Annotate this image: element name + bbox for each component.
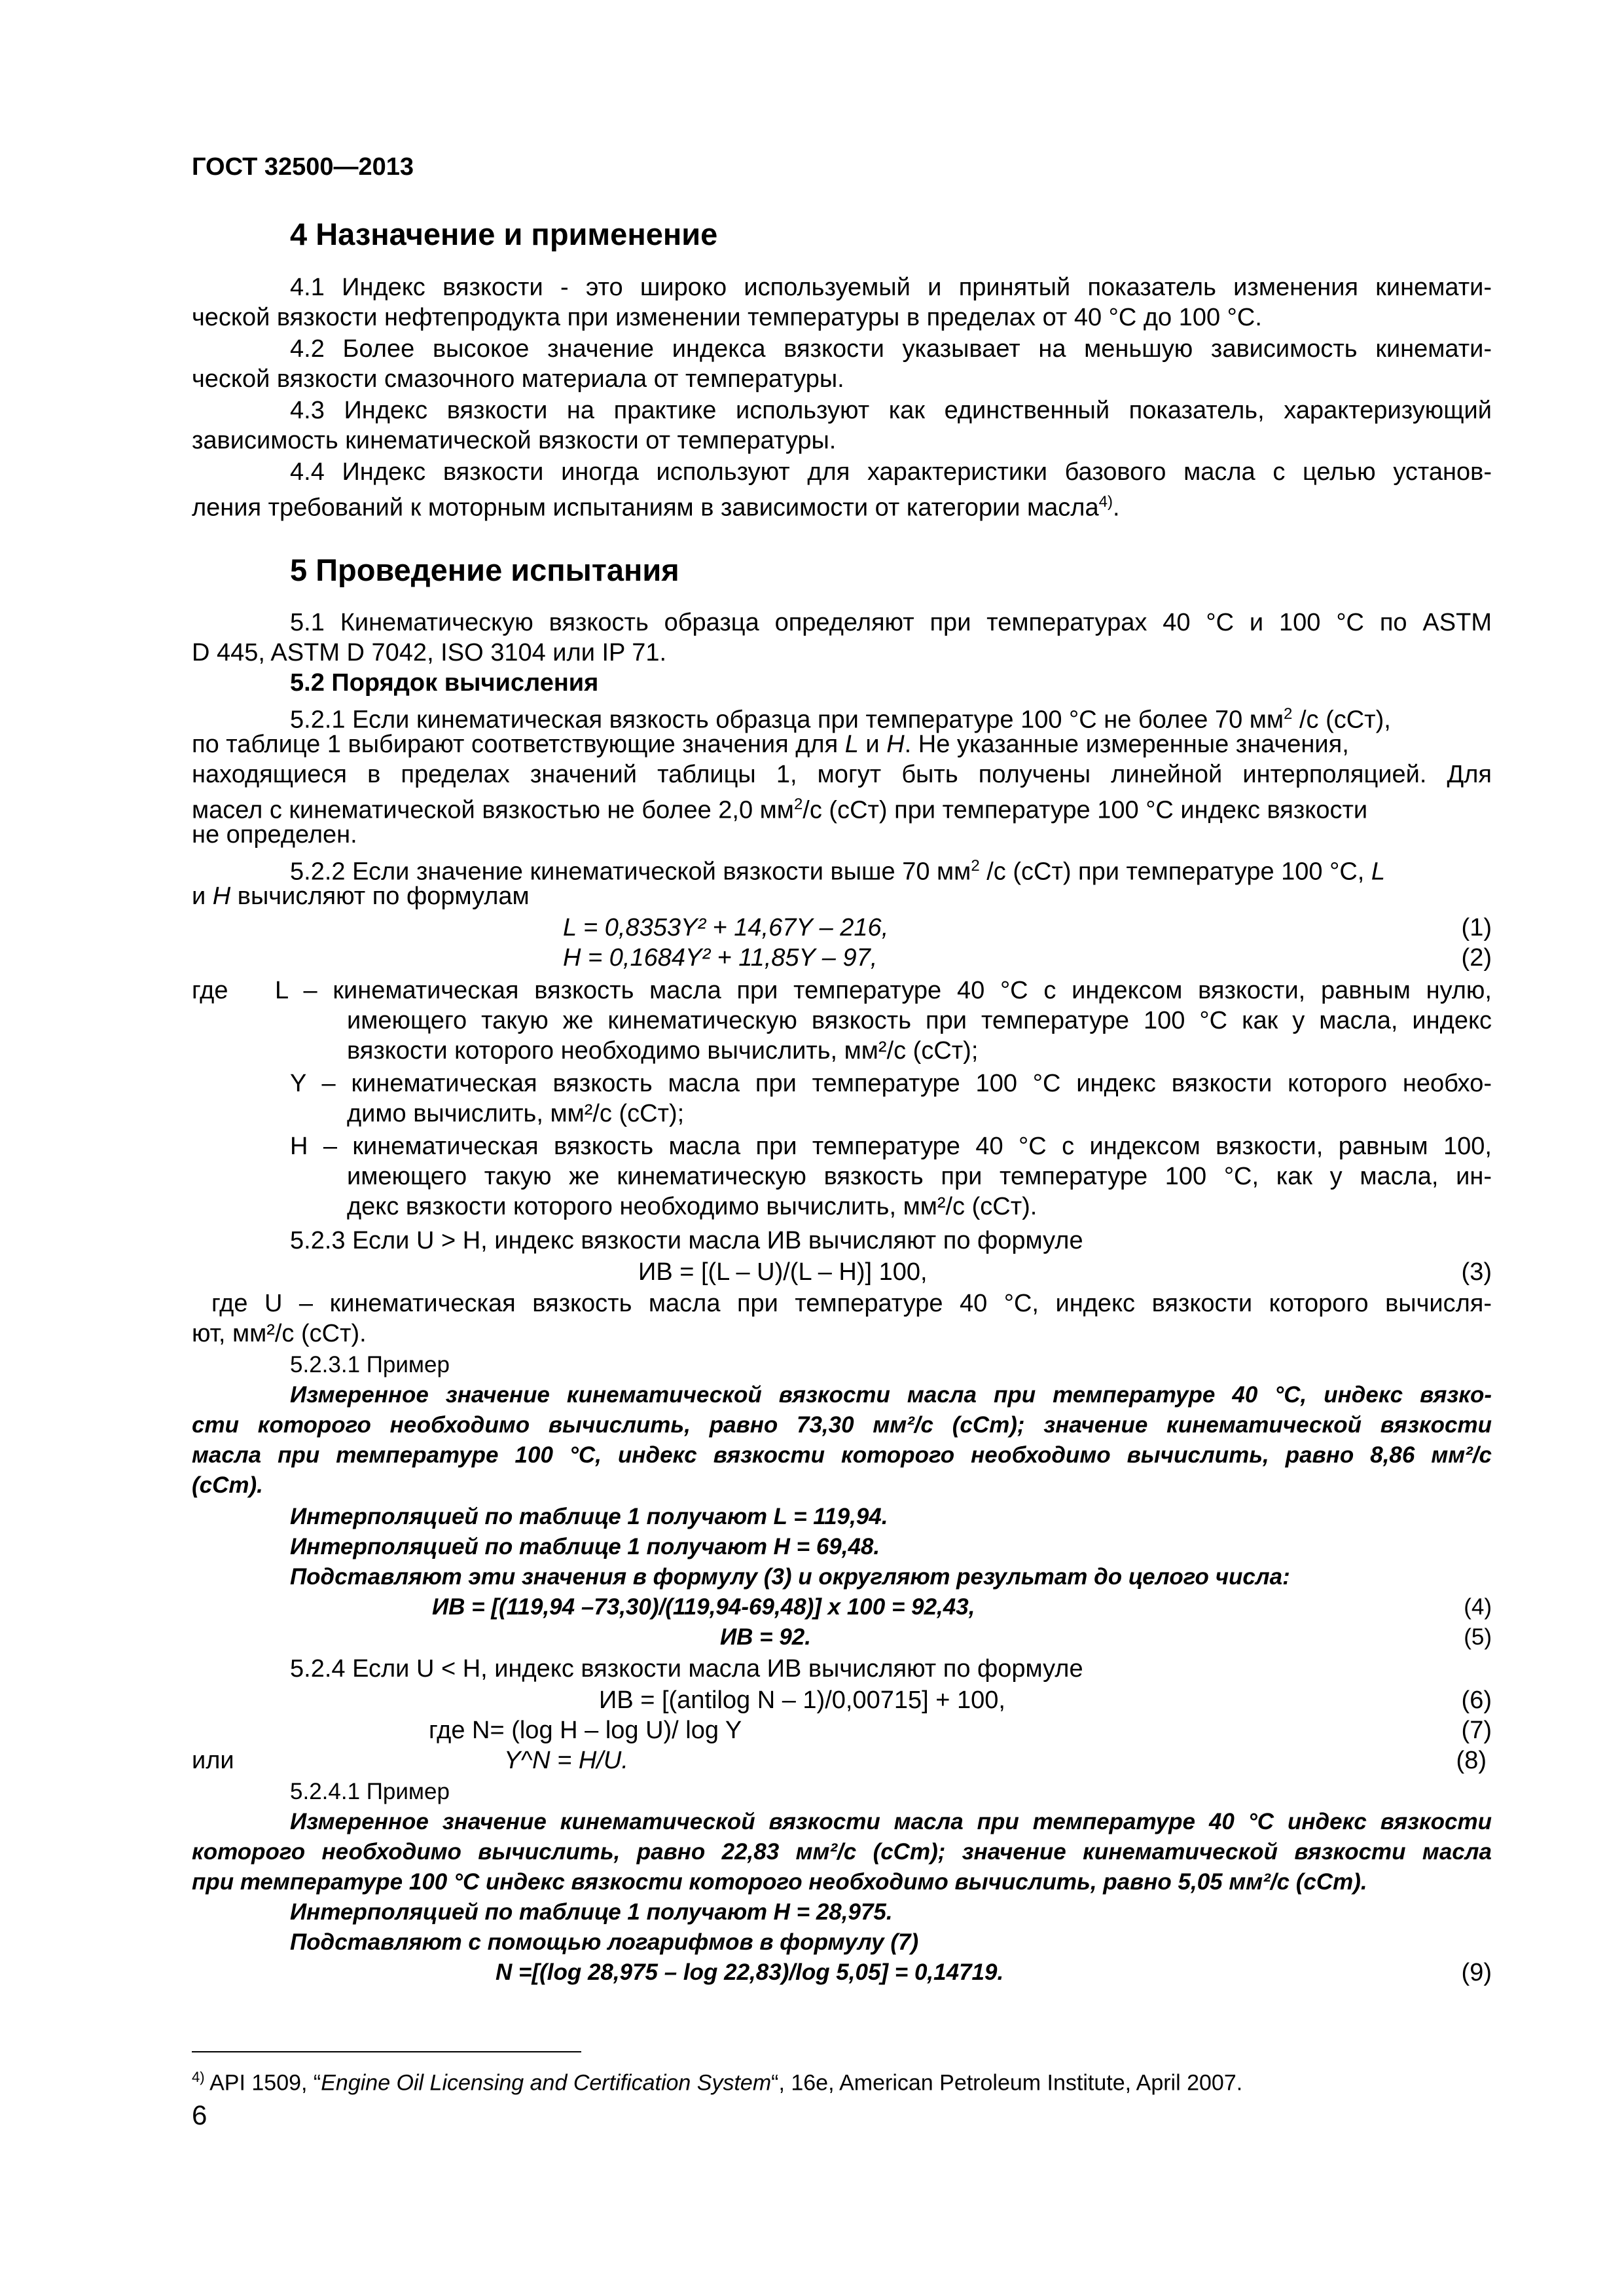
para-5-2-1-line-2 [192, 729, 1492, 759]
example-1-line-6: Интерполяцией по таблице 1 получают H = 69,48. [290, 1534, 880, 1559]
formula-3-number: (3) [1461, 1258, 1492, 1286]
formula-6: ИВ = [(antilog N – 1)/0,00715] + 100, [599, 1686, 1005, 1714]
formula-3: ИВ = [(L – U)/(L – H)] 100, [638, 1258, 928, 1286]
def-H-line-1: H – кинематическая вязкость масла при температуре 40 °С с индексом вязкости, равным 100, [290, 1133, 1492, 1160]
example-2-line-5: Подставляют с помощью логарифмов в формулу (7) [290, 1929, 919, 1955]
para-5-2-4: 5.2.4 Если U < H, индекс вязкости масла ИВ вычисляют по формуле [290, 1655, 1083, 1683]
superscript: 2 [971, 857, 980, 875]
superscript: 2 [793, 795, 803, 813]
var-L: L [1371, 858, 1386, 886]
para-4-1-line-2: ческой вязкости нефтепродукта при изменении температуры в пределах от 40 °С до 100 °С. [192, 304, 1262, 331]
def-Y-line-2: димо вычислить, мм²/с (сСт); [347, 1100, 685, 1127]
example-1-line-1: Измеренное значение кинематической вязкости масла при температуре 40 °С, индекс вязко- [290, 1382, 1492, 1408]
formula-2: H = 0,1684Y² + 11,85Y – 97, [563, 944, 878, 972]
para-5-2-3: 5.2.3 Если U > H, индекс вязкости масла ИВ вычисляют по формуле [290, 1227, 1083, 1254]
footnote-ref-4: 4) [1098, 493, 1113, 511]
def-L-line-3: вязкости которого необходимо вычислить, мм²/с (сСт); [347, 1037, 979, 1065]
formula-7-number: (7) [1461, 1717, 1492, 1744]
para-4-4-text: ления требований к моторным испытаниям в зависимости от категории масла [192, 494, 1099, 522]
formula-1: L = 0,8353Y² + 14,67Y – 216, [563, 914, 889, 941]
formula-5: ИВ = 92. [720, 1624, 811, 1650]
para-4-2-line-2: ческой вязкости смазочного материала от температуры. [192, 365, 844, 393]
para-5-2-1-line-3: находящиеся в пределах значений таблицы 1, могут быть получены линейной интерполяцией. Для [192, 761, 1492, 788]
var-H: H [212, 883, 231, 910]
para-5-1-line-1: 5.1 Кинематическую вязкость образца определяют при температурах 40 °С и 100 °С по ASTM [290, 609, 1492, 636]
where-label: где [192, 977, 228, 1004]
formula-9: N =[(log 28,975 – log 22,83)/log 5,05] = 0,14719. [496, 1959, 1004, 1985]
para-5-2-1-line-4 [192, 790, 1492, 824]
example-1-line-3: масла при температуре 100 °С, индекс вязкости которого необходимо вычислить, равно 8,86 мм²/с [192, 1442, 1492, 1468]
example-5-2-3-1-title [290, 1350, 1590, 1380]
footnote-separator [192, 2051, 581, 2052]
footnote-title: Engine Oil Licensing and Certification System [321, 2070, 772, 2096]
example-1-line-5: Интерполяцией по таблице 1 получают L = 119,94. [290, 1504, 888, 1529]
formula-7: где N= (log H – log U)/ log Y [429, 1717, 742, 1744]
example-1-line-7: Подставляют эти значения в формулу (3) и округляют результат до целого числа: [290, 1564, 1290, 1590]
example-5-2-4-1-title [290, 1777, 1590, 1807]
formula-8-number: (8) [1456, 1747, 1487, 1774]
footnote-mark: 4) [192, 2069, 205, 2085]
var-H: H [886, 731, 905, 758]
example-2-line-4: Интерполяцией по таблице 1 получают H = 28,975. [290, 1899, 893, 1925]
example-1-line-2: сти которого необходимо вычислить, равно 73,30 мм²/с (сСт); значение кинематической вязкости [192, 1412, 1492, 1438]
var-L: L [844, 731, 859, 758]
footnote-text: API 1509, “ [204, 2070, 321, 2096]
formula-4: ИВ = [(119,94 –73,30)/(119,94-69,48)] x 100 = 92,43, [432, 1594, 975, 1620]
def-L-line-2: имеющего такую же кинематическую вязкость при температуре 100 °С как у масла, индекс [347, 1007, 1492, 1034]
formula-2-number: (2) [1461, 944, 1492, 972]
footnote-4 [192, 2062, 1492, 2096]
subsection-5-2-title: 5.2 Порядок вычисления [290, 669, 599, 697]
para-5-2-1-line-5: не определен. [192, 821, 357, 848]
para-5-2-2-line-1 [290, 851, 1590, 886]
text: вычисляют по формулам [230, 883, 530, 910]
para-5-2-1-line-1 [290, 699, 1492, 734]
page-number: 6 [192, 2100, 208, 2130]
text: и [192, 883, 213, 910]
text: . Не указанные измеренные значения, [904, 731, 1349, 758]
footnote-text: “, 16e, American Petroleum Institute, April 2007. [771, 2070, 1243, 2096]
example-2-line-2: которого необходимо вычислить, равно 22,83 мм²/с (сСт); значение кинематической вязкости масла [192, 1839, 1492, 1865]
text: /с (сСт) при температуре 100 °С индекс вязкости [803, 796, 1368, 824]
text: 5.2.1 Если кинематическая вязкость образца при температуре 100 °С не более 70 мм [290, 706, 1284, 734]
para-4-3-line-1: 4.3 Индекс вязкости на практике используют как единственный показатель, характеризующий [290, 397, 1492, 424]
def-Y-line-1: Y – кинематическая вязкость масла при температуре 100 °С индекс вязкости которого необхо- [290, 1070, 1492, 1097]
section-4-title: 4 Назначение и применение [290, 217, 718, 251]
formula-8: Y^N = H/U. [504, 1747, 628, 1774]
superscript: 2 [1284, 705, 1293, 723]
example-1-line-4: (сСт). [192, 1472, 263, 1498]
text: и [858, 731, 887, 758]
formula-9-number: (9) [1461, 1959, 1492, 1986]
def-U-line-2: ют, мм²/с (сСт). [192, 1320, 367, 1347]
para-4-4-line-1: 4.4 Индекс вязкости иногда используют для характеристики базового масла с целью установ- [290, 458, 1492, 486]
example-title-text: 5.2.3.1 Пример [290, 1352, 450, 1377]
text: масел с кинематической вязкостью не более 2,0 мм [192, 796, 794, 824]
def-H-line-2: имеющего такую же кинематическую вязкость при температуре 100 °С, как у масла, ин- [347, 1163, 1492, 1190]
section-5-title: 5 Проведение испытания [290, 553, 679, 587]
text: /с (сСт) при температуре 100 °С, [979, 858, 1371, 886]
formula-4-number: (4) [1464, 1594, 1492, 1620]
para-4-4-end: . [1112, 494, 1120, 522]
example-2-line-3: при температуре 100 °С индекс вязкости которого необходимо вычислить, равно 5,05 мм²/с (сСт). [192, 1869, 1367, 1895]
formula-5-number: (5) [1464, 1624, 1492, 1650]
text: по таблице 1 выбирают соответствующие значения для [192, 731, 845, 758]
para-4-3-line-2: зависимость кинематической вязкости от температуры. [192, 427, 837, 454]
example-2-line-1: Измеренное значение кинематической вязкости масла при температуре 40 °С индекс вязкости [290, 1809, 1492, 1834]
formula-1-number: (1) [1461, 914, 1492, 941]
para-4-1-line-1: 4.1 Индекс вязкости - это широко используемый и принятый показатель изменения кинемати- [290, 274, 1492, 301]
example-title-text: 5.2.4.1 Пример [290, 1779, 450, 1804]
text: 5.2.2 Если значение кинематической вязкости выше 70 мм [290, 858, 971, 886]
para-4-4-line-2 [192, 487, 1492, 522]
text: /с (сСт), [1292, 706, 1391, 734]
def-U-line-1: где U – кинематическая вязкость масла при температуре 40 °С, индекс вязкости которого вычисля- [211, 1290, 1492, 1317]
def-L-line-1: L – кинематическая вязкость масла при температуре 40 °С с индексом вязкости, равным нулю, [275, 977, 1492, 1004]
def-H-line-3: декс вязкости которого необходимо вычислить, мм²/с (сСт). [347, 1193, 1038, 1220]
para-5-1-line-2: D 445, ASTM D 7042, ISO 3104 или IP 71. [192, 639, 667, 666]
para-4-2-line-1: 4.2 Более высокое значение индекса вязкости указывает на меньшую зависимость кинемати- [290, 335, 1492, 363]
para-5-2-2-line-2 [192, 881, 1492, 911]
formula-6-number: (6) [1461, 1686, 1492, 1714]
or-label: или [192, 1747, 234, 1774]
document-header: ГОСТ 32500—2013 [192, 153, 414, 181]
